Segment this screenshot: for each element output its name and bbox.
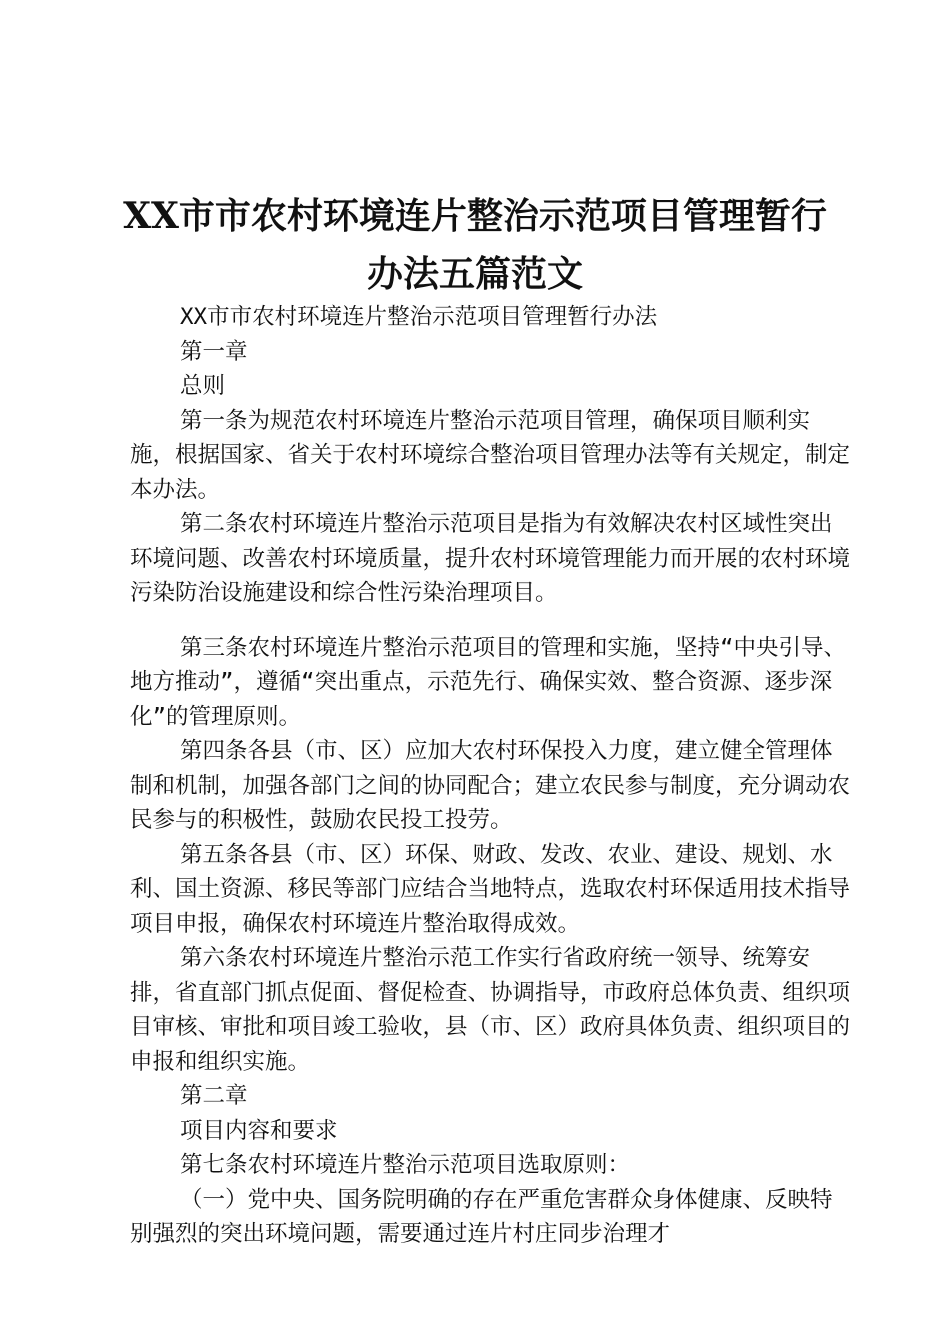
article-paragraph: 第七条农村环境连片整治示范项目选取原则： bbox=[180, 1152, 631, 1178]
article-paragraph: 第六条农村环境连片整治示范工作实行省政府统一领导、统筹安排，省直部门抓点促面、督促检查、协调指导，市政府总体负责、组织项目审核、审批和项目竣工验收，县（市、区）政府具体负责、组织项目的申报和组织实施。 bbox=[130, 945, 851, 1075]
document-body bbox=[130, 300, 850, 1252]
article-paragraph: 第一条为规范农村环境连片整治示范项目管理，确保项目顺利实施，根据国家、省关于农村环境综合整治项目管理办法等有关规定，制定本办法。 bbox=[130, 407, 851, 503]
chapter-heading: 第二章 bbox=[180, 1083, 248, 1109]
article-paragraph: 第五条各县（市、区）环保、财政、发改、农业、建设、规划、水利、国土资源、移民等部门应结合当地特点，选取农村环保适用技术指导项目申报，确保农村环境连片整治取得成效。 bbox=[130, 841, 851, 937]
subtitle-paragraph: XX市市农村环境连片整治示范项目管理暂行办法 bbox=[180, 304, 658, 330]
chapter-heading: 第一章 bbox=[180, 338, 248, 365]
article-paragraph: 第二条农村环境连片整治示范项目是指为有效解决农村区域性突出环境问题、改善农村环境质量，提升农村环境管理能力而开展的农村环境污染防治设施建设和综合性污染治理项目。 bbox=[130, 511, 851, 606]
article-paragraph: 第三条农村环境连片整治示范项目的管理和实施，坚持“中央引导、地方推动”，遵循“突出重点，示范先行、确保实效、整合资源、逐步深化”的管理原则。 bbox=[130, 634, 847, 730]
chapter-title: 总则 bbox=[180, 373, 226, 399]
document-title-line-1: XX市市农村环境连片整治示范项目管理暂行 bbox=[123, 195, 827, 237]
list-item-paragraph: （一）党中央、国务院明确的存在严重危害群众身体健康、反映特别强烈的突出环境问题，需要通过连片村庄同步治理才 bbox=[130, 1186, 833, 1247]
article-paragraph: 第四条各县（市、区）应加大农村环保投入力度，建立健全管理体制和机制，加强各部门之间的协同配合；建立农民参与制度，充分调动农民参与的积极性，鼓励农民投工投劳。 bbox=[130, 738, 851, 833]
chapter-title: 项目内容和要求 bbox=[180, 1117, 338, 1144]
document-title-line-2: 办法五篇范文 bbox=[366, 253, 583, 295]
